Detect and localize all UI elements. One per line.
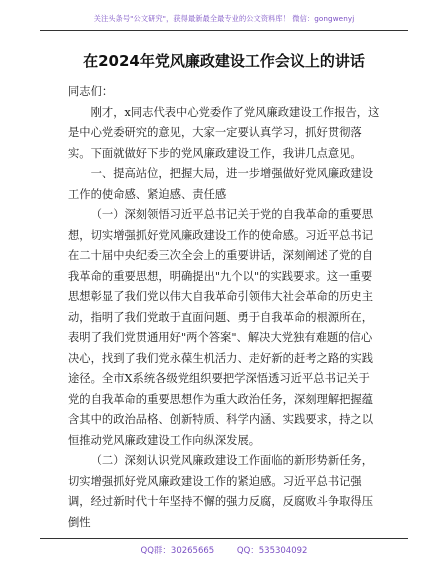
document-title: 在2024年党风廉政建设工作会议上的讲话 <box>83 52 365 70</box>
paragraph-sub-1: （一）深刻领悟习近平总书记关于党的自我革命的重要思想，切实增强抓好党风廉政建设工作的使命感。习近平总书记在二十届中央纪委三次全会上的重要讲话，深刻阐述了党的自我革命的重要思想，明确提出"九个以"的实践要求。这一重要思想彰显了我们党以伟大自我革命引领伟大社会革命的历史主动，指明了我们党敢于直面问题、勇于自我革命的根源所在，表明了我们党贯通用好"两个答案"、解决大党独有难题的信心决心，找到了我们党永葆生机活力、走好新的赶考之路的实践途径。全市X系统各级党组织要把学深悟透习近平总书记关于党的自我革命的重要思想作为重大政治任务，深刻理解把握蕴含其中的政治品格、创新特质、科学内涵、实践要求，持之以恒推动党风廉政建设工作向纵深发展。 <box>68 208 374 447</box>
footer-qq: QQ：535304092 <box>236 546 308 556</box>
header-divider <box>40 30 408 31</box>
footer-contact <box>40 544 408 556</box>
paragraph-intro: 刚才，x同志代表中心党委作了党风廉政建设工作报告，这是中心党委研究的意见，大家一定要认真学习，抓好贯彻落实。下面就做好下步的党风廉政建设工作，我讲几点意见。 <box>68 105 380 160</box>
section-heading-1: 一、提高站位，把握大局，进一步增强做好党风廉政建设工作的使命感、紧迫感、责任感 <box>68 167 374 201</box>
salutation: 同志们： <box>68 85 114 98</box>
document-body <box>68 82 380 533</box>
footer-qq-group: QQ群：30265665 <box>140 546 215 556</box>
header-promo-note: 关注头条号"公文研究"，获得最新最全最专业的公文资料库！ 微信：gongwenyj <box>93 14 355 23</box>
footer-divider <box>40 538 408 539</box>
paragraph-sub-2: （二）深刻认识党风廉政建设工作面临的新形势新任务，切实增强抓好党风廉政建设工作的紧迫感。习近平总书记强调，经过新时代十年坚持不懈的强力反腐，反腐败斗争取得压倒性 <box>68 454 374 529</box>
